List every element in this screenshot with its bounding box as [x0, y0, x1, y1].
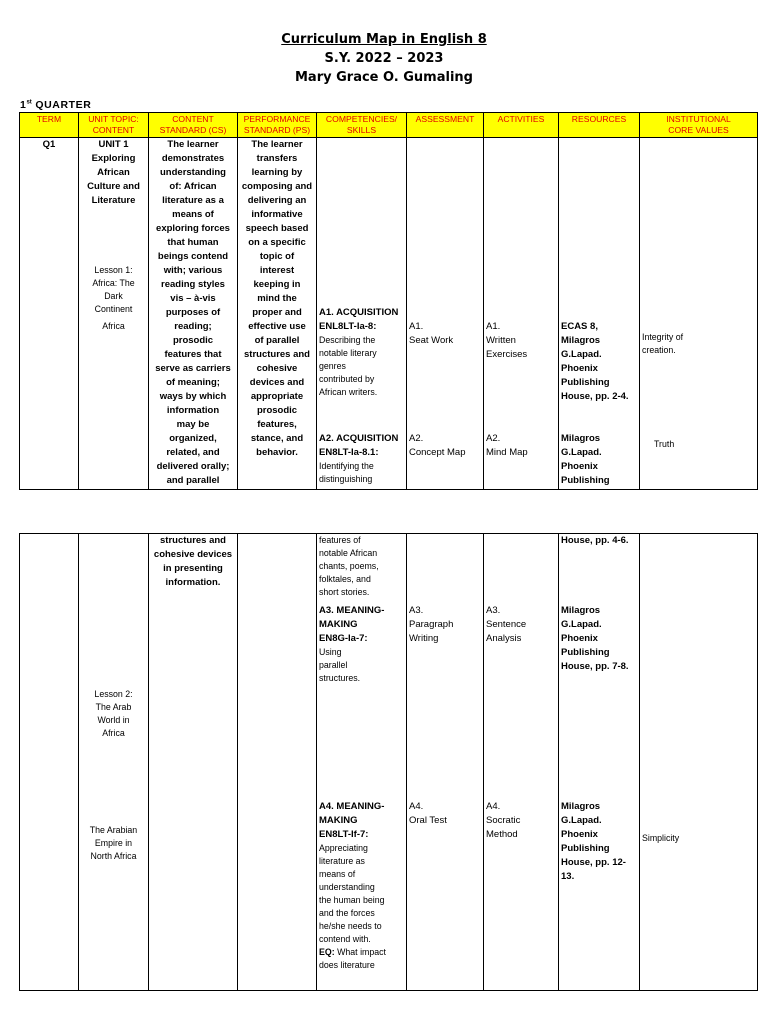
competency-a4: [319, 800, 404, 972]
resource-a1: ECAS 8, Milagros G.Lapad. Phoenix Publishing House, pp. 2-4.: [561, 321, 629, 402]
activity-a2: A2. Mind Map: [486, 433, 528, 458]
competency-a1-code: A1. ACQUISITION ENL8LT-Ia-8:: [319, 307, 399, 332]
core-value-1: Integrity of creation.: [642, 332, 684, 355]
resource-a2: Milagros G.Lapad. Phoenix Publishing: [561, 433, 610, 486]
competency-a4-code: A4. MEANING- MAKING EN8LT-If-7:: [319, 801, 385, 840]
cell-performance-standard: [238, 534, 317, 991]
cell-core-values: [640, 534, 758, 991]
competency-a2-text: Identifying the distinguishing: [319, 461, 374, 484]
competency-a3-text: Using parallel structures.: [319, 647, 361, 683]
col-header-content-standard: CONTENT STANDARD (CS): [149, 113, 238, 138]
cell-performance-standard: The learner transfers learning by composing and delivering an informative speech based on a specific topic of interest keeping in mind the proper and effective use of parallel structures and cohesive devices and appropriate prosodic features, stance, and behavior.: [238, 138, 317, 490]
col-header-term: TERM: [20, 113, 79, 138]
table-row: [20, 534, 758, 991]
cell-resources: [559, 534, 640, 991]
competency-a1: [319, 306, 404, 399]
core-value-4: Simplicity: [642, 833, 680, 843]
col-header-competencies: COMPETENCIES/ SKILLS: [317, 113, 407, 138]
quarter-number: 1: [20, 99, 27, 111]
document-title-block: [0, 30, 768, 87]
core-value-2: Truth: [654, 439, 675, 449]
header-row: [20, 113, 758, 138]
competency-a2-continued: features of notable African chants, poems, folktales, and short stories.: [319, 535, 379, 597]
col-header-performance-standard: PERFORMANCE STANDARD (PS): [238, 113, 317, 138]
cell-term: [20, 534, 79, 991]
quarter-text: QUARTER: [35, 99, 92, 111]
quarter-label: [20, 99, 91, 111]
curriculum-table-page1: [19, 112, 758, 490]
assessment-a2: A2. Concept Map: [409, 433, 466, 458]
competency-a2: [319, 432, 404, 486]
lesson1-title: Lesson 1: Africa: The Dark Continent: [92, 265, 135, 314]
resource-a4: Milagros G.Lapad. Phoenix Publishing House, pp. 12- 13.: [561, 801, 626, 882]
cell-content-standard: structures and cohesive devices in presenting information.: [149, 534, 238, 991]
author-name: Mary Grace O. Gumaling: [295, 70, 473, 85]
competency-a2-code: A2. ACQUISITION EN8LT-Ia-8.1:: [319, 433, 399, 458]
cell-assessment: [407, 138, 484, 490]
col-header-activities: ACTIVITIES: [484, 113, 559, 138]
cell-term: [20, 138, 79, 490]
table-row: [20, 138, 758, 490]
curriculum-table-page2: [19, 533, 758, 991]
competency-a4-text: Appreciating literature as means of understanding the human being and the forces he/she needs to contend with.: [319, 843, 385, 944]
lesson2-title: Lesson 2: The Arab World in Africa: [94, 689, 133, 738]
col-header-unit-topic: UNIT TOPIC: CONTENT: [79, 113, 149, 138]
cell-activities: [484, 534, 559, 991]
cell-resources: [559, 138, 640, 490]
col-header-resources: RESOURCES: [559, 113, 640, 138]
cell-competencies: [317, 138, 407, 490]
assessment-a3: A3. Paragraph Writing: [409, 605, 454, 644]
cell-assessment: [407, 534, 484, 991]
cell-unit-topic: [79, 534, 149, 991]
cell-core-values: [640, 138, 758, 490]
competency-a3: [319, 604, 404, 685]
cell-activities: [484, 138, 559, 490]
activity-a1: A1. Written Exercises: [486, 321, 528, 360]
unit-title: UNIT 1 Exploring African Culture and Literature: [87, 139, 140, 206]
competency-a3-code: A3. MEANING- MAKING EN8G-Ia-7:: [319, 605, 385, 644]
lesson1-topic: Africa: [102, 321, 125, 331]
lesson2-topic: The Arabian Empire in North Africa: [89, 825, 138, 861]
cell-content-standard: The learner demonstrates understanding of: African literature as a means of exploring forces that human beings contend with; various reading styles vis – à-vis purposes of reading; prosodic features that serve as carriers of meaning; ways by which information may be organized, related, and delivered orally; and parallel: [149, 138, 238, 490]
term-value: Q1: [42, 139, 56, 150]
quarter-ordinal: st: [26, 99, 32, 106]
activity-a3: A3. Sentence Analysis: [486, 605, 527, 644]
document-title: Curriculum Map in English 8: [281, 32, 487, 47]
resource-a2-continued: House, pp. 4-6.: [561, 535, 629, 546]
activity-a4: A4. Socratic Method: [486, 801, 521, 840]
cell-unit-topic: [79, 138, 149, 490]
col-header-core-values: INSTITUTIONAL CORE VALUES: [640, 113, 758, 138]
competency-a1-text: Describing the notable literary genres contributed by African writers.: [319, 335, 378, 397]
competency-eq: [319, 946, 404, 972]
resource-a3: Milagros G.Lapad. Phoenix Publishing House, pp. 7-8.: [561, 605, 629, 672]
assessment-a4: A4. Oral Test: [409, 801, 447, 826]
eq-text: What impact does literature: [319, 947, 386, 970]
cell-competencies: [317, 534, 407, 991]
col-header-assessment: ASSESSMENT: [407, 113, 484, 138]
school-year: S.Y. 2022 – 2023: [324, 51, 444, 66]
eq-label: EQ:: [319, 947, 335, 957]
assessment-a1: A1. Seat Work: [409, 321, 454, 346]
